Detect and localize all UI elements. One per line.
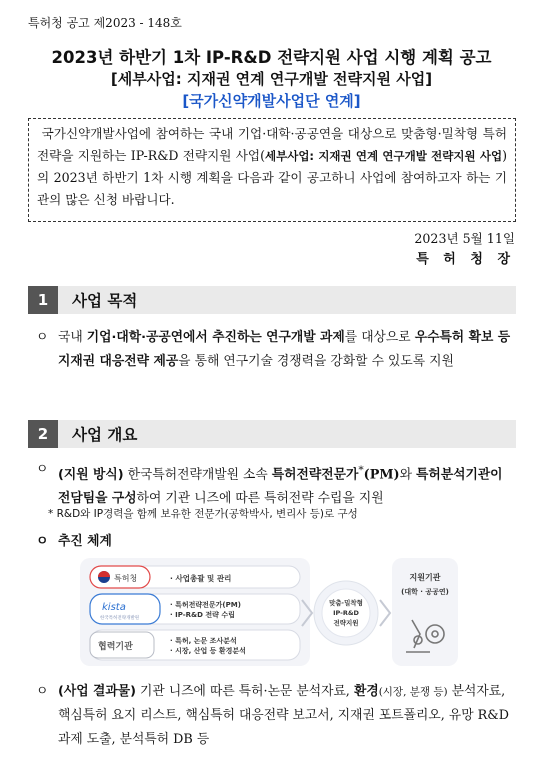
text-segment: 분석자료, 핵심특허 요지 리스트, 핵심특허 대응전략 보고서, 지재권 포트폴리오, 유망 R&D과제 도출, 분석특허 DB 등 — [58, 684, 509, 747]
center-label-3: 전략지원 — [333, 619, 359, 627]
target-label-2: (대학 · 공공연) — [401, 588, 449, 596]
kista-role-1: · 특허전략전문가(PM) — [170, 601, 241, 609]
text-segment: 기관 니즈에 따른 특허·논문 분석자료, — [135, 684, 354, 699]
section-1-title: 사업 목적 — [72, 292, 138, 310]
footnote-star: * — [358, 463, 364, 476]
kista-role-2: · IP-R&D 전략 수립 — [170, 611, 235, 619]
text-segment-bold: 특허분석기관이 전담팀을 구성 — [58, 467, 503, 507]
section-2-number: 2 — [28, 420, 58, 448]
system-bullet — [36, 530, 112, 549]
text-segment-bold: 기업·대학·공공연에서 추진하는 연구개발 과제 — [86, 330, 345, 345]
intro-box — [28, 118, 516, 222]
text-segment: 하여 기관 니즈에 따른 특허전략 수립을 지원 — [136, 491, 384, 507]
title-linkage: [국가신약개발사업단 연계] — [182, 92, 361, 110]
intro-text-b: 세부사업: 지재권 연계 연구개발 전략지원 사업 — [265, 149, 503, 163]
issuing-agency: 특 허 청 장 — [416, 252, 515, 267]
kista-subtitle: 한국특허전략개발원 — [100, 616, 140, 621]
pm-footnote: * R&D와 IP경력을 함께 보유한 전문가(공학박사, 변리사 등)로 구성 — [48, 508, 358, 520]
section-1-bullet — [36, 326, 514, 374]
target-label-1: 지원기관 — [409, 573, 441, 582]
text-segment-bold: 특허전략전문가 — [271, 467, 359, 483]
center-label-2: IP-R&D — [333, 609, 359, 617]
kista-logo: kista — [102, 602, 126, 613]
text-segment-bold: (PM) — [363, 467, 400, 483]
text-segment-bold: 우수특허 확보 등 지재권 대응전략 제공 — [58, 330, 511, 369]
support-method-bullet — [36, 458, 514, 511]
partner-role-1: · 특허, 논문 조사분석 — [170, 637, 237, 645]
text-segment: 을 통해 연구기술 경쟁력을 강화할 수 있도록 지원 — [178, 354, 454, 369]
partner-role-2: · 시장, 산업 등 환경분석 — [170, 647, 246, 655]
notice-date: 2023년 5월 11일 — [414, 231, 515, 246]
text-segment: 한국특허전략개발원 소속 — [123, 467, 272, 483]
text-segment: 를 대상으로 — [344, 330, 415, 345]
section-1-number: 1 — [28, 286, 58, 314]
text-segment: 와 — [399, 467, 417, 483]
text-segment: 국내 — [58, 330, 87, 345]
result-bullet — [36, 680, 514, 752]
title-subproject: [세부사업: 지재권 연계 연구개발 전략지원 사업] — [110, 70, 433, 88]
promotion-system-diagram — [80, 556, 460, 670]
partner-name: 협력기관 — [98, 642, 133, 652]
title-main: 2023년 하반기 1차 IP-R&D 전략지원 사업 시행 계획 공고 — [51, 48, 492, 67]
section-2-title: 사업 개요 — [72, 426, 138, 444]
arrow-right-icon — [380, 600, 390, 626]
text-segment-bold: 환경 — [353, 684, 379, 699]
section-1-header — [28, 286, 516, 314]
section-2-header — [28, 420, 516, 448]
intro-text-a: 국가신약개발사업에 참여하는 국내 기업·대학·공공연을 대상으로 맞춤형·밀착형 특허전략을 지원하는 IP-R&D 전략지원 사업( — [37, 126, 507, 163]
kipo-name: 특허청 — [114, 574, 138, 583]
text-segment-small: (시장, 분쟁 등) — [378, 686, 448, 698]
bullet-mark: ㅇ — [36, 684, 49, 699]
kipo-role: · 사업총괄 및 관리 — [170, 574, 232, 583]
bullet-mark: ㅇ — [36, 462, 49, 477]
intro-text-c: )의 2023년 하반기 1차 시행 계획을 다음과 같이 공고하니 사업에 참여하고자 하는 기관의 많은 신청 바랍니다. — [37, 148, 507, 207]
bullet-mark: ㅇ — [36, 330, 49, 345]
notice-number: 특허청 공고 제2023 - 148호 — [28, 16, 182, 30]
center-label-1: 맞춤·밀착형 — [329, 599, 363, 607]
bullet-mark: ㅇ — [36, 534, 49, 549]
result-label: (사업 결과물) — [58, 684, 136, 699]
support-label: (지원 방식) — [58, 467, 124, 483]
system-label: 추진 체계 — [58, 534, 112, 549]
